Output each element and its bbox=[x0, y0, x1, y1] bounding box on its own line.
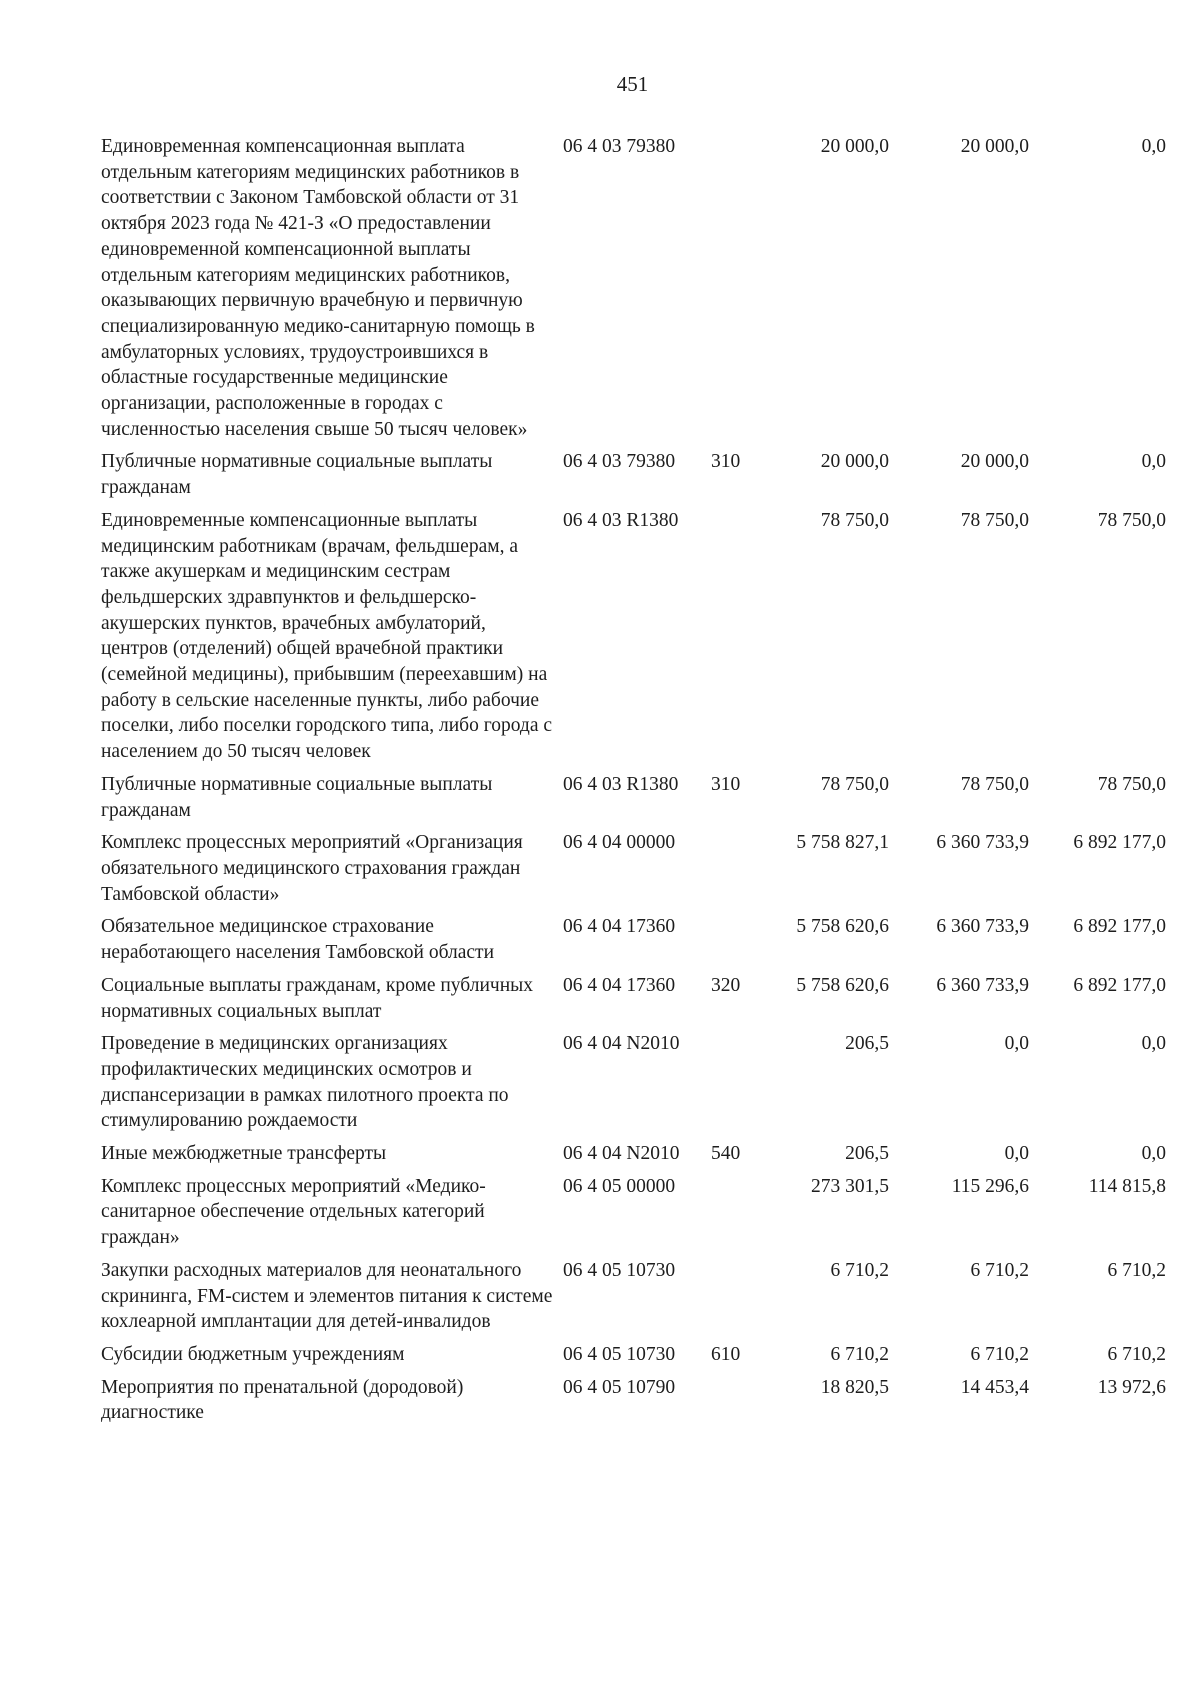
table-row bbox=[101, 973, 1173, 1024]
row-description: Закупки расходных материалов для неонатального скрининга, FM-систем и элементов питания к системе кохлеарной имплантации для детей-инвалидов bbox=[101, 1259, 553, 1333]
row-target-code: 06 4 04 N2010 bbox=[563, 1033, 680, 1055]
row-amount-year-1: 20 000,0 bbox=[820, 451, 889, 473]
row-target-code: 06 4 05 10730 bbox=[563, 1343, 676, 1365]
row-description: Иные межбюджетные трансферты bbox=[101, 1143, 387, 1165]
row-amount-year-3: 13 972,6 bbox=[1097, 1376, 1166, 1398]
row-target-code: 06 4 03 79380 bbox=[563, 451, 676, 473]
row-target-code: 06 4 05 10790 bbox=[563, 1376, 676, 1398]
row-description: Обязательное медицинское страхование неработающего населения Тамбовской области bbox=[101, 916, 495, 964]
row-target-code: 06 4 04 N2010 bbox=[563, 1143, 680, 1165]
row-target-code: 06 4 03 R1380 bbox=[563, 773, 679, 795]
table-row bbox=[101, 830, 1173, 907]
row-amount-year-3: 6 892 177,0 bbox=[1073, 974, 1166, 996]
row-expense-type: 610 bbox=[711, 1343, 741, 1365]
table-row bbox=[101, 449, 1173, 500]
row-target-code: 06 4 04 00000 bbox=[563, 832, 676, 854]
row-expense-type: 310 bbox=[711, 773, 741, 795]
row-amount-year-1: 206,5 bbox=[845, 1143, 889, 1165]
row-amount-year-1: 6 710,2 bbox=[830, 1259, 889, 1281]
table-row bbox=[101, 1031, 1173, 1134]
table-row bbox=[101, 1342, 1173, 1368]
row-description: Единовременная компенсационная выплата отдельным категориям медицинских работников в соответствии с Законом Тамбовской области от 31 октября 2023 года № 421-З «О предоставлении единовременной компенсационной выплаты отдельным категориям медицинских работников, оказывающих первичную врачебную и первичную специализированную медико-санитарную помощь в амбулаторных условиях, трудоустроившихся в областные государственные медицинские организации, расположенные в городах с численностью населения свыше 50 тысяч человек» bbox=[101, 136, 535, 440]
row-amount-year-2: 0,0 bbox=[1004, 1033, 1029, 1055]
row-amount-year-1: 5 758 827,1 bbox=[796, 832, 889, 854]
row-target-code: 06 4 05 10730 bbox=[563, 1259, 676, 1281]
row-amount-year-1: 18 820,5 bbox=[820, 1376, 889, 1398]
table-row bbox=[101, 914, 1173, 965]
row-description: Комплекс процессных мероприятий «Организация обязательного медицинского страхования граждан Тамбовской области» bbox=[101, 832, 523, 905]
row-amount-year-2: 0,0 bbox=[1004, 1143, 1029, 1165]
row-amount-year-1: 78 750,0 bbox=[820, 773, 889, 795]
row-amount-year-3: 6 710,2 bbox=[1107, 1343, 1166, 1365]
row-amount-year-2: 14 453,4 bbox=[960, 1376, 1029, 1398]
budget-table bbox=[101, 134, 1173, 1433]
row-description: Проведение в медицинских организациях профилактических медицинских осмотров и диспансеризации в рамках пилотного проекта по стимулированию рождаемости bbox=[101, 1033, 509, 1132]
row-amount-year-1: 5 758 620,6 bbox=[796, 974, 889, 996]
table-row bbox=[101, 772, 1173, 823]
row-amount-year-3: 78 750,0 bbox=[1097, 509, 1166, 531]
row-description: Комплекс процессных мероприятий «Медико-санитарное обеспечение отдельных категорий граждан» bbox=[101, 1175, 486, 1249]
row-amount-year-1: 78 750,0 bbox=[820, 509, 889, 531]
row-amount-year-2: 6 360 733,9 bbox=[936, 974, 1029, 996]
row-description: Публичные нормативные социальные выплаты гражданам bbox=[101, 451, 493, 499]
row-amount-year-1: 20 000,0 bbox=[820, 136, 889, 157]
row-description: Мероприятия по пренатальной (дородовой) диагностике bbox=[101, 1376, 464, 1424]
row-target-code: 06 4 03 R1380 bbox=[563, 509, 679, 531]
row-expense-type: 310 bbox=[711, 451, 741, 473]
table-row bbox=[101, 508, 1173, 765]
row-amount-year-3: 78 750,0 bbox=[1097, 773, 1166, 795]
row-amount-year-2: 6 710,2 bbox=[970, 1259, 1029, 1281]
row-target-code: 06 4 05 00000 bbox=[563, 1175, 676, 1197]
row-amount-year-2: 78 750,0 bbox=[960, 773, 1029, 795]
row-expense-type: 540 bbox=[711, 1143, 741, 1165]
row-amount-year-2: 20 000,0 bbox=[960, 451, 1029, 473]
table-row bbox=[101, 1174, 1173, 1251]
row-expense-type: 320 bbox=[711, 974, 741, 996]
row-amount-year-3: 0,0 bbox=[1141, 1033, 1166, 1055]
row-amount-year-1: 206,5 bbox=[845, 1033, 889, 1055]
row-amount-year-2: 115 296,6 bbox=[951, 1175, 1029, 1197]
row-amount-year-3: 0,0 bbox=[1141, 1143, 1166, 1165]
row-amount-year-2: 6 360 733,9 bbox=[936, 832, 1029, 854]
row-amount-year-2: 6 360 733,9 bbox=[936, 916, 1029, 938]
table-row bbox=[101, 1141, 1173, 1167]
row-amount-year-3: 6 710,2 bbox=[1107, 1259, 1166, 1281]
table-row bbox=[101, 1258, 1173, 1335]
row-amount-year-3: 6 892 177,0 bbox=[1073, 832, 1166, 854]
row-description: Публичные нормативные социальные выплаты гражданам bbox=[101, 773, 493, 821]
row-amount-year-1: 5 758 620,6 bbox=[796, 916, 889, 938]
table-row bbox=[101, 1375, 1173, 1426]
table-row bbox=[101, 134, 1173, 442]
row-amount-year-3: 6 892 177,0 bbox=[1073, 916, 1166, 938]
row-description: Субсидии бюджетным учреждениям bbox=[101, 1343, 405, 1365]
row-target-code: 06 4 03 79380 bbox=[563, 136, 676, 157]
page-number: 451 bbox=[616, 72, 649, 96]
row-amount-year-1: 6 710,2 bbox=[830, 1343, 889, 1365]
row-amount-year-2: 78 750,0 bbox=[960, 509, 1029, 531]
row-amount-year-3: 0,0 bbox=[1141, 136, 1166, 157]
row-target-code: 06 4 04 17360 bbox=[563, 916, 676, 938]
row-description: Единовременные компенсационные выплаты медицинским работникам (врачам, фельдшерам, а также акушеркам и медицинским сестрам фельдшерских здравпунктов и фельдшерско-акушерских пунктов, врачебных амбулаторий, центров (отделений) общей врачебной практики (семейной медицины), прибывшим (переехавшим) на работу в сельские населенные пункты, либо рабочие поселки, либо поселки городского типа, либо города с населением до 50 тысяч человек bbox=[101, 509, 553, 763]
row-amount-year-3: 114 815,8 bbox=[1088, 1175, 1166, 1197]
row-amount-year-2: 20 000,0 bbox=[960, 136, 1029, 157]
row-amount-year-2: 6 710,2 bbox=[970, 1343, 1029, 1365]
row-amount-year-3: 0,0 bbox=[1141, 451, 1166, 473]
row-description: Социальные выплаты гражданам, кроме публичных нормативных социальных выплат bbox=[101, 974, 533, 1022]
row-target-code: 06 4 04 17360 bbox=[563, 974, 676, 996]
row-amount-year-1: 273 301,5 bbox=[811, 1175, 889, 1197]
